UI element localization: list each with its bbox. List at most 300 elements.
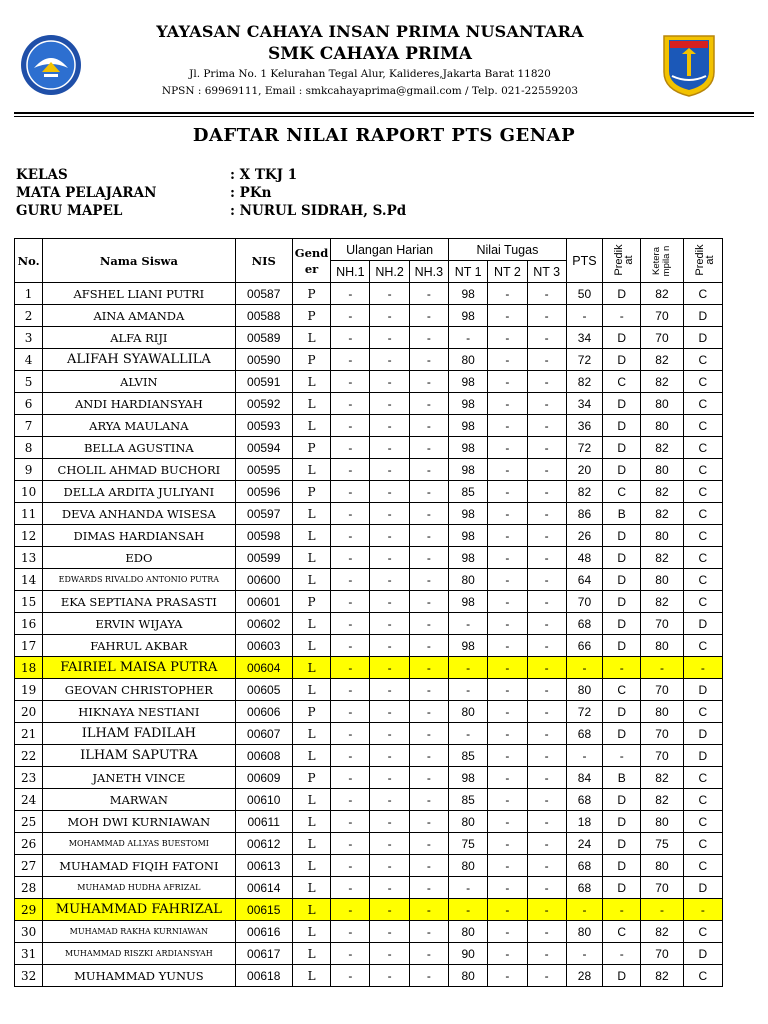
gender-cell: L	[292, 877, 330, 899]
nis-cell: 00605	[235, 679, 292, 701]
nh1-cell: -	[331, 613, 370, 635]
predikat-2-cell: C	[683, 767, 722, 789]
gender-cell: P	[292, 349, 330, 371]
nt1-cell: -	[449, 327, 488, 349]
keterampilan-cell: -	[641, 657, 683, 679]
nh2-cell: -	[370, 965, 409, 987]
pts-cell: 82	[566, 481, 602, 503]
nt3-cell: -	[527, 481, 566, 503]
pts-cell: 34	[566, 327, 602, 349]
row-number-cell: 24	[15, 789, 43, 811]
predikat-cell: D	[603, 349, 641, 371]
nt2-cell: -	[488, 305, 527, 327]
predikat-2-cell: C	[683, 635, 722, 657]
table-row	[15, 283, 723, 305]
keterampilan-cell: 80	[641, 811, 683, 833]
gender-cell: L	[292, 679, 330, 701]
gender-cell: L	[292, 525, 330, 547]
table-row	[15, 415, 723, 437]
nh3-cell: -	[409, 481, 448, 503]
predikat-cell: D	[603, 723, 641, 745]
row-number-cell: 4	[15, 349, 43, 371]
nt2-cell: -	[488, 503, 527, 525]
nh2-cell: -	[370, 855, 409, 877]
nt2-cell: -	[488, 921, 527, 943]
nh3-cell: -	[409, 745, 448, 767]
pts-cell: 82	[566, 371, 602, 393]
pts-cell: 34	[566, 393, 602, 415]
row-number-cell: 22	[15, 745, 43, 767]
keterampilan-cell: 70	[641, 723, 683, 745]
keterampilan-cell: 82	[641, 965, 683, 987]
pts-cell: 20	[566, 459, 602, 481]
predikat-2-cell: C	[683, 547, 722, 569]
nh1-cell: -	[331, 327, 370, 349]
gender-cell: L	[292, 569, 330, 591]
jakarta-emblem-icon	[660, 32, 718, 98]
predikat-2-cell: D	[683, 877, 722, 899]
keterampilan-cell: 80	[641, 459, 683, 481]
nt1-cell: -	[449, 613, 488, 635]
row-number-cell: 18	[15, 657, 43, 679]
table-row	[15, 943, 723, 965]
pts-cell: -	[566, 899, 602, 921]
row-number-cell: 15	[15, 591, 43, 613]
nt2-cell: -	[488, 679, 527, 701]
table-row	[15, 679, 723, 701]
nh1-cell: -	[331, 437, 370, 459]
row-number-cell: 23	[15, 767, 43, 789]
nh1-cell: -	[331, 393, 370, 415]
student-name-cell: AINA AMANDA	[43, 305, 235, 327]
nh2-cell: -	[370, 701, 409, 723]
predikat-cell: D	[603, 393, 641, 415]
table-row	[15, 723, 723, 745]
col-header-nh1: NH.1	[331, 261, 370, 283]
row-number-cell: 19	[15, 679, 43, 701]
predikat-cell: D	[603, 547, 641, 569]
nt2-cell: -	[488, 591, 527, 613]
row-number-cell: 9	[15, 459, 43, 481]
pts-cell: 18	[566, 811, 602, 833]
nh3-cell: -	[409, 437, 448, 459]
nt1-cell: 75	[449, 833, 488, 855]
keterampilan-cell: 82	[641, 283, 683, 305]
col-header-nt3: NT 3	[527, 261, 566, 283]
nt2-cell: -	[488, 393, 527, 415]
student-name-cell: JANETH VINCE	[43, 767, 235, 789]
student-name-cell: DELLA ARDITA JULIYANI	[43, 481, 235, 503]
student-name-cell: EDWARDS RIVALDO ANTONIO PUTRA	[43, 569, 235, 591]
predikat-cell: D	[603, 811, 641, 833]
nt1-cell: -	[449, 723, 488, 745]
nt2-cell: -	[488, 789, 527, 811]
nt1-cell: 98	[449, 635, 488, 657]
subject-label: MATA PELAJARAN	[16, 185, 157, 201]
row-number-cell: 17	[15, 635, 43, 657]
nh1-cell: -	[331, 657, 370, 679]
keterampilan-cell: -	[641, 899, 683, 921]
pts-cell: -	[566, 305, 602, 327]
nt3-cell: -	[527, 503, 566, 525]
nt1-cell: -	[449, 679, 488, 701]
foundation-name: YAYASAN CAHAYA INSAN PRIMA NUSANTARA	[156, 22, 584, 41]
nt2-cell: -	[488, 327, 527, 349]
table-row	[15, 371, 723, 393]
nt3-cell: -	[527, 767, 566, 789]
nh3-cell: -	[409, 503, 448, 525]
pts-cell: 24	[566, 833, 602, 855]
nh1-cell: -	[331, 305, 370, 327]
nt3-cell: -	[527, 899, 566, 921]
gender-cell: L	[292, 789, 330, 811]
student-name-cell: EDO	[43, 547, 235, 569]
nh2-cell: -	[370, 723, 409, 745]
nh1-cell: -	[331, 481, 370, 503]
row-number-cell: 7	[15, 415, 43, 437]
row-number-cell: 11	[15, 503, 43, 525]
nis-cell: 00593	[235, 415, 292, 437]
pts-cell: 50	[566, 283, 602, 305]
nis-cell: 00608	[235, 745, 292, 767]
predikat-2-cell: -	[683, 657, 722, 679]
keterampilan-cell: 82	[641, 481, 683, 503]
gender-cell: L	[292, 613, 330, 635]
gender-cell: P	[292, 701, 330, 723]
row-number-cell: 28	[15, 877, 43, 899]
nt1-cell: 98	[449, 305, 488, 327]
pts-cell: 26	[566, 525, 602, 547]
gender-cell: P	[292, 305, 330, 327]
predikat-cell: D	[603, 965, 641, 987]
table-row	[15, 525, 723, 547]
nh2-cell: -	[370, 305, 409, 327]
nh3-cell: -	[409, 547, 448, 569]
nt2-cell: -	[488, 965, 527, 987]
nh2-cell: -	[370, 789, 409, 811]
nh2-cell: -	[370, 899, 409, 921]
nh3-cell: -	[409, 877, 448, 899]
col-header-ulangan: Ulangan Harian	[331, 239, 449, 261]
nt3-cell: -	[527, 283, 566, 305]
nh3-cell: -	[409, 943, 448, 965]
nt2-cell: -	[488, 525, 527, 547]
pts-cell: -	[566, 943, 602, 965]
nh2-cell: -	[370, 943, 409, 965]
letterhead-rule	[14, 112, 754, 114]
nt1-cell: -	[449, 657, 488, 679]
nt2-cell: -	[488, 547, 527, 569]
row-number-cell: 14	[15, 569, 43, 591]
nt3-cell: -	[527, 833, 566, 855]
student-name-cell: MARWAN	[43, 789, 235, 811]
gender-cell: L	[292, 855, 330, 877]
row-number-cell: 21	[15, 723, 43, 745]
nh3-cell: -	[409, 415, 448, 437]
student-name-cell: MUHAMMAD FAHRIZAL	[43, 899, 235, 921]
class-info	[16, 166, 406, 220]
predikat-2-cell: C	[683, 371, 722, 393]
predikat-cell: C	[603, 679, 641, 701]
row-number-cell: 31	[15, 943, 43, 965]
row-number-cell: 8	[15, 437, 43, 459]
nh2-cell: -	[370, 525, 409, 547]
nt1-cell: -	[449, 899, 488, 921]
student-name-cell: AFSHEL LIANI PUTRI	[43, 283, 235, 305]
nh2-cell: -	[370, 283, 409, 305]
student-name-cell: DIMAS HARDIANSAH	[43, 525, 235, 547]
nh1-cell: -	[331, 943, 370, 965]
predikat-cell: C	[603, 481, 641, 503]
nh1-cell: -	[331, 415, 370, 437]
document-title: DAFTAR NILAI RAPORT PTS GENAP	[192, 125, 576, 146]
nh3-cell: -	[409, 569, 448, 591]
pts-cell: 84	[566, 767, 602, 789]
col-header-tugas: Nilai Tugas	[449, 239, 567, 261]
predikat-cell: D	[603, 877, 641, 899]
nh2-cell: -	[370, 327, 409, 349]
predikat-2-cell: D	[683, 723, 722, 745]
nt1-cell: 98	[449, 283, 488, 305]
keterampilan-cell: 82	[641, 503, 683, 525]
table-row	[15, 613, 723, 635]
nt1-cell: 85	[449, 481, 488, 503]
nt2-cell: -	[488, 855, 527, 877]
pts-cell: 68	[566, 877, 602, 899]
student-name-cell: ALVIN	[43, 371, 235, 393]
keterampilan-cell: 82	[641, 437, 683, 459]
table-row	[15, 547, 723, 569]
nh3-cell: -	[409, 371, 448, 393]
col-header-nt1: NT 1	[449, 261, 488, 283]
nt2-cell: -	[488, 701, 527, 723]
nh1-cell: -	[331, 855, 370, 877]
nh1-cell: -	[331, 635, 370, 657]
nt1-cell: 98	[449, 767, 488, 789]
keterampilan-cell: 70	[641, 613, 683, 635]
col-header-predikat	[603, 239, 641, 283]
student-name-cell: GEOVAN CHRISTOPHER	[43, 679, 235, 701]
nh1-cell: -	[331, 899, 370, 921]
teacher-row	[16, 202, 406, 220]
col-header-pts: PTS	[566, 239, 602, 283]
student-name-cell: MUHAMMAD RISZKI ARDIANSYAH	[43, 943, 235, 965]
student-name-cell: MUHAMAD RAKHA KURNIAWAN	[43, 921, 235, 943]
row-number-cell: 30	[15, 921, 43, 943]
nis-cell: 00617	[235, 943, 292, 965]
nh2-cell: -	[370, 459, 409, 481]
nt3-cell: -	[527, 393, 566, 415]
nh3-cell: -	[409, 283, 448, 305]
row-number-cell: 3	[15, 327, 43, 349]
keterampilan-cell: 82	[641, 547, 683, 569]
nis-cell: 00616	[235, 921, 292, 943]
pts-cell: 72	[566, 701, 602, 723]
nh2-cell: -	[370, 569, 409, 591]
class-value: : X TKJ 1	[230, 167, 298, 183]
predikat-cell: D	[603, 591, 641, 613]
nt1-cell: 80	[449, 811, 488, 833]
student-name-cell: MUHAMAD FIQIH FATONI	[43, 855, 235, 877]
nt1-cell: 98	[449, 459, 488, 481]
grades-table	[14, 238, 723, 987]
student-name-cell: ALFA RIJI	[43, 327, 235, 349]
nh3-cell: -	[409, 657, 448, 679]
table-row	[15, 877, 723, 899]
col-header-nt2: NT 2	[488, 261, 527, 283]
keterampilan-cell: 70	[641, 679, 683, 701]
nh1-cell: -	[331, 503, 370, 525]
row-number-cell: 16	[15, 613, 43, 635]
pts-cell: 48	[566, 547, 602, 569]
predikat-cell: -	[603, 899, 641, 921]
student-name-cell: MUHAMMAD YUNUS	[43, 965, 235, 987]
student-name-cell: CHOLIL AHMAD BUCHORI	[43, 459, 235, 481]
nt1-cell: 98	[449, 547, 488, 569]
col-header-keterampilan	[641, 239, 683, 283]
nh3-cell: -	[409, 613, 448, 635]
nis-cell: 00596	[235, 481, 292, 503]
table-row	[15, 657, 723, 679]
keterampilan-label: Ketera mpila n	[651, 245, 673, 276]
table-row	[15, 767, 723, 789]
pts-cell: 68	[566, 723, 602, 745]
gender-cell: L	[292, 503, 330, 525]
row-number-cell: 20	[15, 701, 43, 723]
nh1-cell: -	[331, 789, 370, 811]
predikat-2-cell: C	[683, 965, 722, 987]
predikat-2-cell: D	[683, 613, 722, 635]
nh2-cell: -	[370, 371, 409, 393]
keterampilan-cell: 82	[641, 591, 683, 613]
student-name-cell: HIKNAYA NESTIANI	[43, 701, 235, 723]
pts-cell: -	[566, 657, 602, 679]
table-row	[15, 965, 723, 987]
predikat-cell: D	[603, 525, 641, 547]
predikat-2-cell: D	[683, 305, 722, 327]
predikat-2-cell: D	[683, 943, 722, 965]
col-header-nh2: NH.2	[370, 261, 409, 283]
nt2-cell: -	[488, 569, 527, 591]
table-row	[15, 833, 723, 855]
nh1-cell: -	[331, 371, 370, 393]
grades-body	[15, 283, 723, 987]
col-header-no: No.	[15, 239, 43, 283]
nh3-cell: -	[409, 591, 448, 613]
keterampilan-cell: 82	[641, 789, 683, 811]
pts-cell: 68	[566, 613, 602, 635]
nt1-cell: 98	[449, 503, 488, 525]
keterampilan-cell: 80	[641, 855, 683, 877]
predikat-2-cell: -	[683, 899, 722, 921]
table-row	[15, 921, 723, 943]
table-row	[15, 811, 723, 833]
nh2-cell: -	[370, 767, 409, 789]
nis-cell: 00588	[235, 305, 292, 327]
student-name-cell: MUHAMAD HUDHA AFRIZAL	[43, 877, 235, 899]
gender-cell: L	[292, 371, 330, 393]
nt3-cell: -	[527, 855, 566, 877]
nis-cell: 00607	[235, 723, 292, 745]
student-name-cell: MOH DWI KURNIAWAN	[43, 811, 235, 833]
table-row	[15, 635, 723, 657]
pts-cell: 36	[566, 415, 602, 437]
nt3-cell: -	[527, 371, 566, 393]
predikat-2-cell: C	[683, 525, 722, 547]
nh2-cell: -	[370, 635, 409, 657]
pts-cell: 72	[566, 437, 602, 459]
predikat-2-cell: C	[683, 349, 722, 371]
predikat-cell: D	[603, 789, 641, 811]
nt1-cell: 90	[449, 943, 488, 965]
nt3-cell: -	[527, 635, 566, 657]
subject-row	[16, 184, 406, 202]
pts-cell: 72	[566, 349, 602, 371]
nis-cell: 00604	[235, 657, 292, 679]
student-name-cell: ALIFAH SYAWALLILA	[43, 349, 235, 371]
col-header-nis: NIS	[235, 239, 292, 283]
nis-cell: 00612	[235, 833, 292, 855]
subject-value: : PKn	[230, 185, 272, 201]
nh2-cell: -	[370, 613, 409, 635]
nis-cell: 00600	[235, 569, 292, 591]
nis-cell: 00613	[235, 855, 292, 877]
nh3-cell: -	[409, 635, 448, 657]
nt2-cell: -	[488, 943, 527, 965]
nt2-cell: -	[488, 371, 527, 393]
keterampilan-cell: 80	[641, 525, 683, 547]
row-number-cell: 12	[15, 525, 43, 547]
nt2-cell: -	[488, 745, 527, 767]
keterampilan-cell: 70	[641, 305, 683, 327]
predikat-cell: C	[603, 371, 641, 393]
nh1-cell: -	[331, 459, 370, 481]
student-name-cell: ERVIN WIJAYA	[43, 613, 235, 635]
letterhead	[0, 18, 768, 108]
school-contact: NPSN : 69969111, Email : smkcahayaprima@gmail.com / Telp. 021-22559203	[161, 85, 579, 97]
nis-cell: 00592	[235, 393, 292, 415]
keterampilan-cell: 82	[641, 767, 683, 789]
predikat-2-cell: C	[683, 811, 722, 833]
pts-cell: 28	[566, 965, 602, 987]
teacher-label: GURU MAPEL	[16, 203, 123, 219]
predikat-cell: D	[603, 635, 641, 657]
predikat-2-cell: C	[683, 437, 722, 459]
nh1-cell: -	[331, 569, 370, 591]
predikat-2-cell: C	[683, 459, 722, 481]
col-header-predikat-2	[683, 239, 722, 283]
table-row	[15, 855, 723, 877]
gender-cell: L	[292, 327, 330, 349]
nh3-cell: -	[409, 459, 448, 481]
keterampilan-cell: 82	[641, 349, 683, 371]
pts-cell: 86	[566, 503, 602, 525]
predikat-2-cell: C	[683, 855, 722, 877]
nh3-cell: -	[409, 393, 448, 415]
nh1-cell: -	[331, 877, 370, 899]
table-row	[15, 745, 723, 767]
predikat-cell: -	[603, 657, 641, 679]
nis-cell: 00595	[235, 459, 292, 481]
nh3-cell: -	[409, 327, 448, 349]
nh2-cell: -	[370, 811, 409, 833]
nt3-cell: -	[527, 437, 566, 459]
nh1-cell: -	[331, 767, 370, 789]
keterampilan-cell: 70	[641, 877, 683, 899]
student-name-cell: BELLA AGUSTINA	[43, 437, 235, 459]
nis-cell: 00587	[235, 283, 292, 305]
nis-cell: 00601	[235, 591, 292, 613]
